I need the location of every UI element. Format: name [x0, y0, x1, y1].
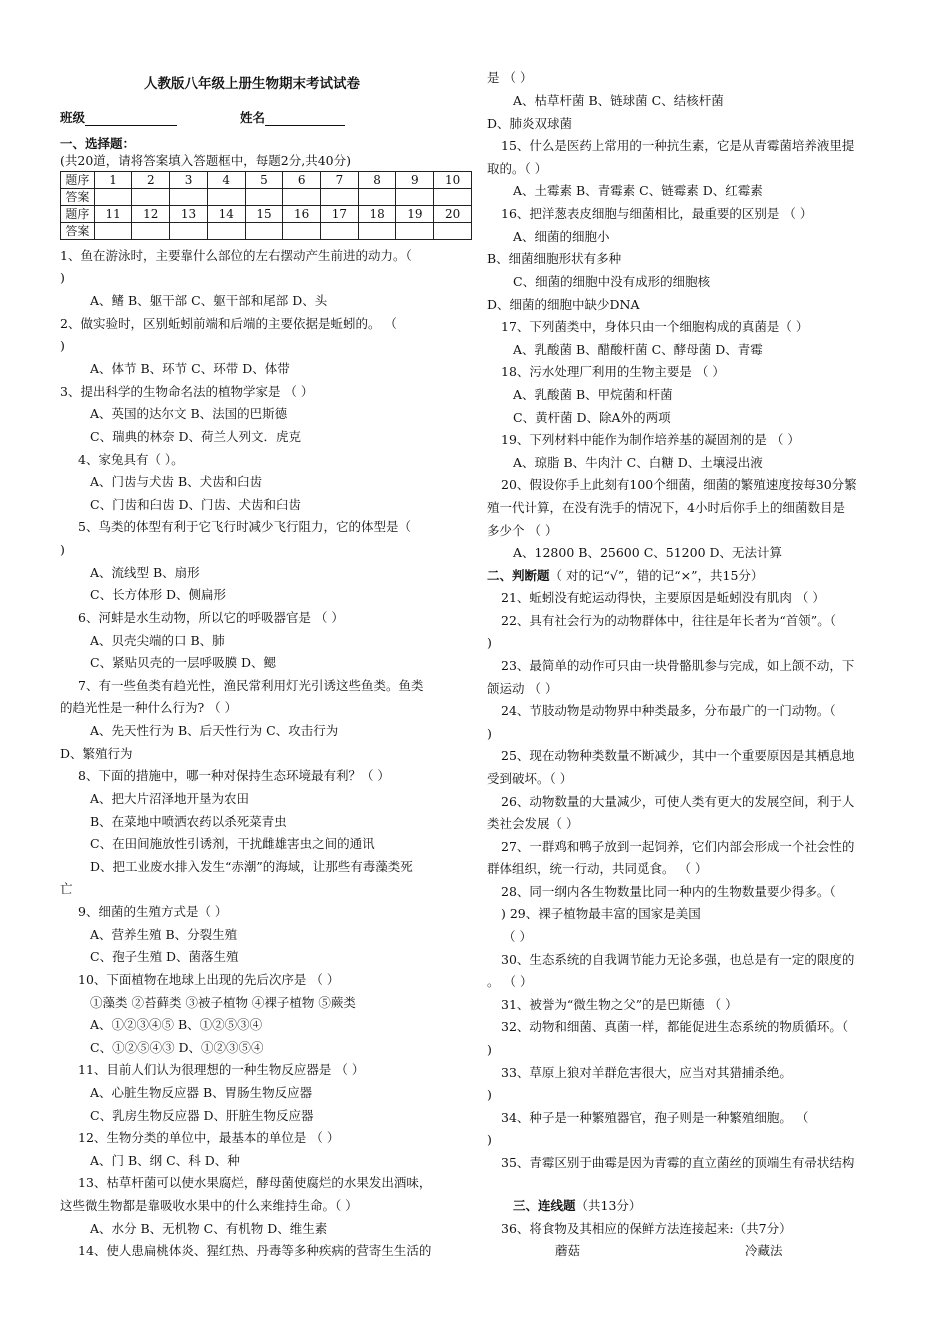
answer-cell[interactable]	[434, 223, 472, 240]
question-line: A、12800 B、25600 C、51200 D、无法计算	[513, 545, 783, 560]
question-line: 4、家兔具有（ ）。	[78, 452, 184, 467]
question-line: 14、使人患扁桃体炎、猩红热、丹毒等多种疾病的营寄生生活的	[78, 1243, 432, 1258]
answer-cell[interactable]	[207, 189, 245, 206]
question-line: D、细菌的细胞中缺少DNA	[487, 297, 640, 312]
q-num: 6	[283, 172, 321, 189]
answer-cell[interactable]	[245, 223, 283, 240]
question-line: 12、生物分类的单位中，最基本的单位是 （ ）	[78, 1130, 340, 1145]
question-line: 10、下面植物在地球上出现的先后次序是 （ ）	[78, 972, 340, 987]
q-num: 11	[94, 206, 132, 223]
question-line: C、紧贴贝壳的一层呼吸膜 D、鳃	[90, 655, 277, 670]
question-line: )	[60, 270, 65, 285]
answer-cell[interactable]	[321, 189, 359, 206]
question-line: 群体组织，统一行动，共同觅食。 （ ）	[487, 861, 708, 876]
q-num: 16	[283, 206, 321, 223]
question-line: 21、蚯蚓没有蛇运动得快，主要原因是蚯蚓没有肌肉 （ ）	[501, 590, 825, 605]
q-num: 15	[245, 206, 283, 223]
question-line: 36、将食物及其相应的保鲜方法连接起来:（共7分）	[501, 1221, 792, 1236]
answer-cell[interactable]	[396, 223, 434, 240]
matching-right-item[interactable]: 冷藏法	[745, 1243, 783, 1258]
question-line: B、在菜地中喷洒农药以杀死菜青虫	[90, 814, 287, 829]
answer-cell[interactable]	[283, 223, 321, 240]
question-line: A、体节 B、环节 C、环带 D、体带	[90, 361, 290, 376]
question-line: A、水分 B、无机物 C、有机物 D、维生素	[90, 1221, 328, 1236]
class-label: 班级	[60, 110, 86, 125]
question-line: )	[487, 635, 492, 650]
q-num: 19	[396, 206, 434, 223]
question-line: 受到破坏。（ ）	[487, 771, 573, 786]
question-line: 31、被誉为“微生物之父”的是巴斯德 （ ）	[501, 997, 738, 1012]
matching-left-item[interactable]: 蘑菇	[555, 1243, 581, 1258]
name-label: 姓名	[240, 110, 266, 125]
question-line: C、瑞典的林奈 D、荷兰人列文．虎克	[90, 429, 302, 444]
question-line: ) 29、裸子植物最丰富的国家是美国	[501, 906, 701, 921]
question-line: )	[487, 1042, 492, 1057]
question-line: D、把工业废水排入发生“赤潮”的海域，让那些有毒藻类死	[90, 859, 413, 874]
answer-cell[interactable]	[358, 223, 396, 240]
question-line: 34、种子是一种繁殖器官，孢子则是一种繁殖细胞。 （	[501, 1110, 809, 1125]
question-line: 6、河蚌是水生动物，所以它的呼吸器官是 （ ）	[78, 610, 344, 625]
q-num: 8	[358, 172, 396, 189]
question-line: 30、生态系统的自我调节能力无论多强，也总是有一定的限度的	[501, 952, 855, 967]
question-line: 25、现在动物种类数量不断减少，其中一个重要原因是其栖息地	[501, 748, 855, 763]
question-line: A、门齿与犬齿 B、犬齿和臼齿	[90, 474, 263, 489]
section2-heading: 二、判断题	[487, 568, 550, 583]
answer-cell[interactable]	[434, 189, 472, 206]
class-input[interactable]	[85, 111, 177, 126]
question-line: 亡	[60, 881, 73, 896]
question-line: 类社会发展（ ）	[487, 816, 579, 831]
q-num: 2	[132, 172, 170, 189]
q-num: 5	[245, 172, 283, 189]
question-line: 24、节肢动物是动物界中种类最多，分布最广的一门动物。（	[501, 703, 836, 718]
section3-heading-line	[513, 1198, 641, 1214]
question-line: C、长方体形 D、侧扁形	[90, 587, 227, 602]
answer-table-row	[61, 206, 472, 223]
question-line: A、英国的达尔文 B、法国的巴斯德	[90, 406, 288, 421]
answer-cell[interactable]	[132, 223, 170, 240]
q-num: 14	[207, 206, 245, 223]
question-line: 15、什么是医药上常用的一种抗生素，它是从青霉菌培养液里提	[501, 138, 855, 153]
question-line: 9、细菌的生殖方式是（ ）	[78, 904, 228, 919]
question-line: 16、把洋葱表皮细胞与细菌相比，最重要的区别是 （ ）	[501, 206, 813, 221]
row-label-q: 题序	[61, 172, 95, 189]
answer-cell[interactable]	[321, 223, 359, 240]
question-line: 是 （ ）	[487, 70, 533, 85]
question-line: 28、同一纲内各生物数量比同一种内的生物数量要少得多。（	[501, 884, 836, 899]
question-line: 5、鸟类的体型有利于它飞行时减少飞行阻力，它的体型是（	[78, 519, 411, 534]
answer-cell[interactable]	[207, 223, 245, 240]
answer-table	[60, 171, 472, 240]
question-line: A、①②③④⑤ B、①②⑤③④	[90, 1017, 263, 1032]
q-num: 7	[321, 172, 359, 189]
q-num: 9	[396, 172, 434, 189]
question-line: A、琼脂 B、牛肉汁 C、白糖 D、土壤浸出液	[513, 455, 763, 470]
question-line: ①藻类 ②苔藓类 ③被子植物 ④裸子植物 ⑤蕨类	[90, 995, 356, 1010]
question-line: A、土霉素 B、青霉素 C、链霉素 D、红霉素	[513, 183, 763, 198]
question-line: D、繁殖行为	[60, 746, 133, 761]
answer-table-row	[61, 189, 472, 206]
question-line: )	[60, 542, 65, 557]
question-line: C、细菌的细胞中没有成形的细胞核	[513, 274, 711, 289]
q-num: 20	[434, 206, 472, 223]
question-line: （ ）	[503, 929, 532, 944]
question-line: C、在田间施放性引诱剂，干扰雌雄害虫之间的通讯	[90, 836, 375, 851]
question-line: A、门 B、纲 C、科 D、种	[90, 1153, 240, 1168]
answer-cell[interactable]	[170, 223, 208, 240]
question-line: 2、做实验时，区别蚯蚓前端和后端的主要依据是蚯蚓的。 （	[60, 316, 397, 331]
question-line: D、肺炎双球菌	[487, 116, 573, 131]
answer-table-row	[61, 223, 472, 240]
exam-title: 人教版八年级上册生物期末考试试卷	[144, 76, 360, 92]
section2-note: （ 对的记“√”，错的记“×”，共15分）	[549, 568, 764, 583]
question-line: 19、下列材料中能作为制作培养基的凝固剂的是 （ ）	[501, 432, 800, 447]
q-num: 12	[132, 206, 170, 223]
question-line: 殖一代计算，在没有洗手的情况下，4小时后你手上的细菌数目是	[487, 500, 845, 515]
question-line: 18、污水处理厂利用的生物主要是 （ ）	[501, 364, 725, 379]
answer-table-row	[61, 172, 472, 189]
section1-instructions: (共20道，请将答案填入答题框中，每题2分,共40分)	[60, 153, 351, 168]
question-line: )	[487, 1087, 492, 1102]
question-line: A、贝壳尖端的口 B、肺	[90, 633, 225, 648]
question-line: C、门齿和臼齿 D、门齿、犬齿和臼齿	[90, 497, 302, 512]
question-line: 。 （ ）	[487, 974, 533, 989]
question-line: 27、一群鸡和鸭子放到一起饲养，它们内部会形成一个社会性的	[501, 839, 855, 854]
section3-heading: 三、连线题	[513, 1198, 576, 1213]
question-line: C、乳房生物反应器 D、肝脏生物反应器	[90, 1108, 314, 1123]
question-line: 13、枯草杆菌可以使水果腐烂，酵母菌使腐烂的水果发出酒味，	[78, 1175, 432, 1190]
section3-note: （共13分）	[575, 1198, 642, 1213]
q-num: 17	[321, 206, 359, 223]
question-line: C、孢子生殖 D、菌落生殖	[90, 949, 239, 964]
q-num: 4	[207, 172, 245, 189]
question-line: C、黄杆菌 D、除A外的两项	[513, 410, 671, 425]
row-label-q: 题序	[61, 206, 95, 223]
question-line: 11、目前人们认为很理想的一种生物反应器是 （ ）	[78, 1062, 365, 1077]
section2-heading-line	[487, 568, 763, 584]
answer-cell[interactable]	[94, 223, 132, 240]
class-field	[60, 110, 177, 126]
row-label-a: 答案	[61, 223, 95, 240]
question-line: 1、鱼在游泳时，主要靠什么部位的左右摆动产生前进的动力。（	[60, 248, 412, 263]
answer-cell[interactable]	[170, 189, 208, 206]
q-num: 3	[170, 172, 208, 189]
question-line: 22、具有社会行为的动物群体中，往往是年长者为“首领”。（	[501, 613, 836, 628]
answer-cell[interactable]	[132, 189, 170, 206]
question-line: 3、提出科学的生物命名法的植物学家是 （ ）	[60, 384, 314, 399]
question-line: B、细菌细胞形状有多种	[487, 251, 622, 266]
answer-cell[interactable]	[283, 189, 321, 206]
question-line: 8、下面的措施中，哪一种对保持生态环境最有利？（ ）	[78, 768, 390, 783]
question-line: 33、草原上狼对羊群危害很大，应当对其猎捕杀绝。	[501, 1065, 792, 1080]
question-line: A、鳍 B、躯干部 C、躯干部和尾部 D、头	[90, 293, 328, 308]
question-line: A、枯草杆菌 B、链球菌 C、结核杆菌	[513, 93, 724, 108]
question-line: A、乳酸菌 B、醋酸杆菌 C、酵母菌 D、青霉	[513, 342, 763, 357]
question-line: A、把大片沼泽地开垦为农田	[90, 791, 250, 806]
question-line: A、营养生殖 B、分裂生殖	[90, 927, 238, 942]
question-line: C、①②⑤④③ D、①②③⑤④	[90, 1040, 264, 1055]
question-line: 颌运动 （ ）	[487, 681, 558, 696]
row-label-a: 答案	[61, 189, 95, 206]
question-line: A、乳酸菌 B、甲烷菌和杆菌	[513, 387, 673, 402]
question-line: A、流线型 B、扇形	[90, 565, 200, 580]
question-line: )	[487, 726, 492, 741]
question-line: 这些微生物都是靠吸收水果中的什么来维持生命。（ ）	[60, 1198, 358, 1213]
question-line: 26、动物数量的大量减少，可使人类有更大的发展空间，利于人	[501, 794, 855, 809]
question-line: A、心脏生物反应器 B、胃肠生物反应器	[90, 1085, 313, 1100]
question-line: 17、下列菌类中，身体只由一个细胞构成的真菌是（ ）	[501, 319, 809, 334]
question-line: 取的。（ ）	[487, 161, 548, 176]
question-line: 23、最简单的动作可只由一块骨骼肌参与完成，如上颌不动，下	[501, 658, 855, 673]
question-line: 35、青霉区别于曲霉是因为青霉的直立菌丝的顶端生有帚状结构	[501, 1155, 855, 1170]
question-line: 32、动物和细菌、真菌一样，都能促进生态系统的物质循环。（	[501, 1019, 849, 1034]
question-line: A、细菌的细胞小	[513, 229, 610, 244]
name-field	[240, 110, 345, 126]
question-line: 7、有一些鱼类有趋光性，渔民常利用灯光引诱这些鱼类。鱼类	[78, 678, 424, 693]
answer-cell[interactable]	[94, 189, 132, 206]
q-num: 18	[358, 206, 396, 223]
question-line: A、先天性行为 B、后天性行为 C、攻击行为	[90, 723, 339, 738]
question-line: 20、假设你手上此刻有100个细菌，细菌的繁殖速度按每30分繁	[501, 477, 857, 492]
name-input[interactable]	[265, 111, 345, 126]
section1-heading: 一、选择题：	[60, 136, 136, 151]
answer-cell[interactable]	[358, 189, 396, 206]
question-line: 多少个 （ ）	[487, 523, 558, 538]
answer-cell[interactable]	[245, 189, 283, 206]
question-line: 的趋光性是一种什么行为? （ ）	[60, 700, 238, 715]
q-num: 10	[434, 172, 472, 189]
q-num: 13	[170, 206, 208, 223]
q-num: 1	[94, 172, 132, 189]
question-line: )	[60, 338, 65, 353]
question-line: )	[487, 1132, 492, 1147]
answer-cell[interactable]	[396, 189, 434, 206]
